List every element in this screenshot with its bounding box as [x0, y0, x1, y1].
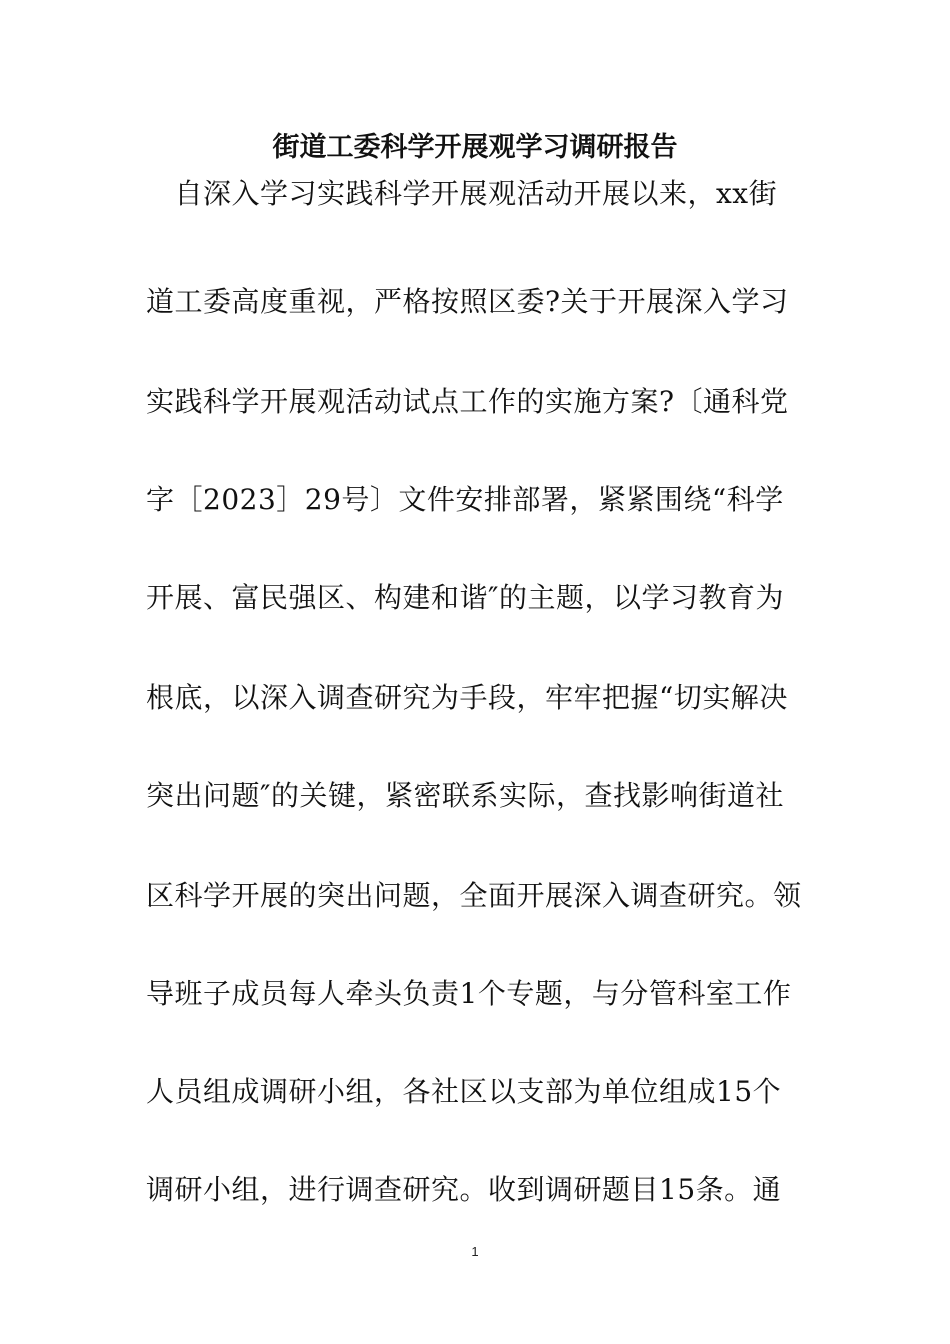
body-line-1: 自深入学习实践科学开展观活动开展以来，xx街 [146, 177, 778, 210]
body-line-6: 根底，以深入调查研究为手段，牢牢把握“切实解决 [146, 681, 788, 714]
body-line-4: 字［2023］29号〕文件安排部署，紧紧围绕“科学 [146, 483, 784, 516]
body-line-10: 人员组成调研小组，各社区以支部为单位组成15个 [146, 1075, 782, 1108]
body-line-8: 区科学开展的突出问题，全面开展深入调查研究。领 [146, 879, 802, 912]
page-number: 1 [471, 1244, 479, 1259]
body-line-3: 实践科学开展观活动试点工作的实施方案?〔通科党 [146, 385, 789, 418]
body-line-11: 调研小组，进行调查研究。收到调研题目15条。通 [146, 1173, 782, 1206]
body-line-2: 道工委高度重视，严格按照区委?关于开展深入学习 [146, 285, 789, 318]
document-title: 街道工委科学开展观学习调研报告 [272, 132, 678, 163]
body-line-5: 开展、富民强区、构建和谐″的主题，以学习教育为 [146, 581, 784, 614]
body-line-7: 突出问题″的关键，紧密联系实际，查找影响街道社 [146, 779, 784, 812]
body-line-9: 导班子成员每人牵头负责1个专题，与分管科室工作 [146, 977, 792, 1010]
